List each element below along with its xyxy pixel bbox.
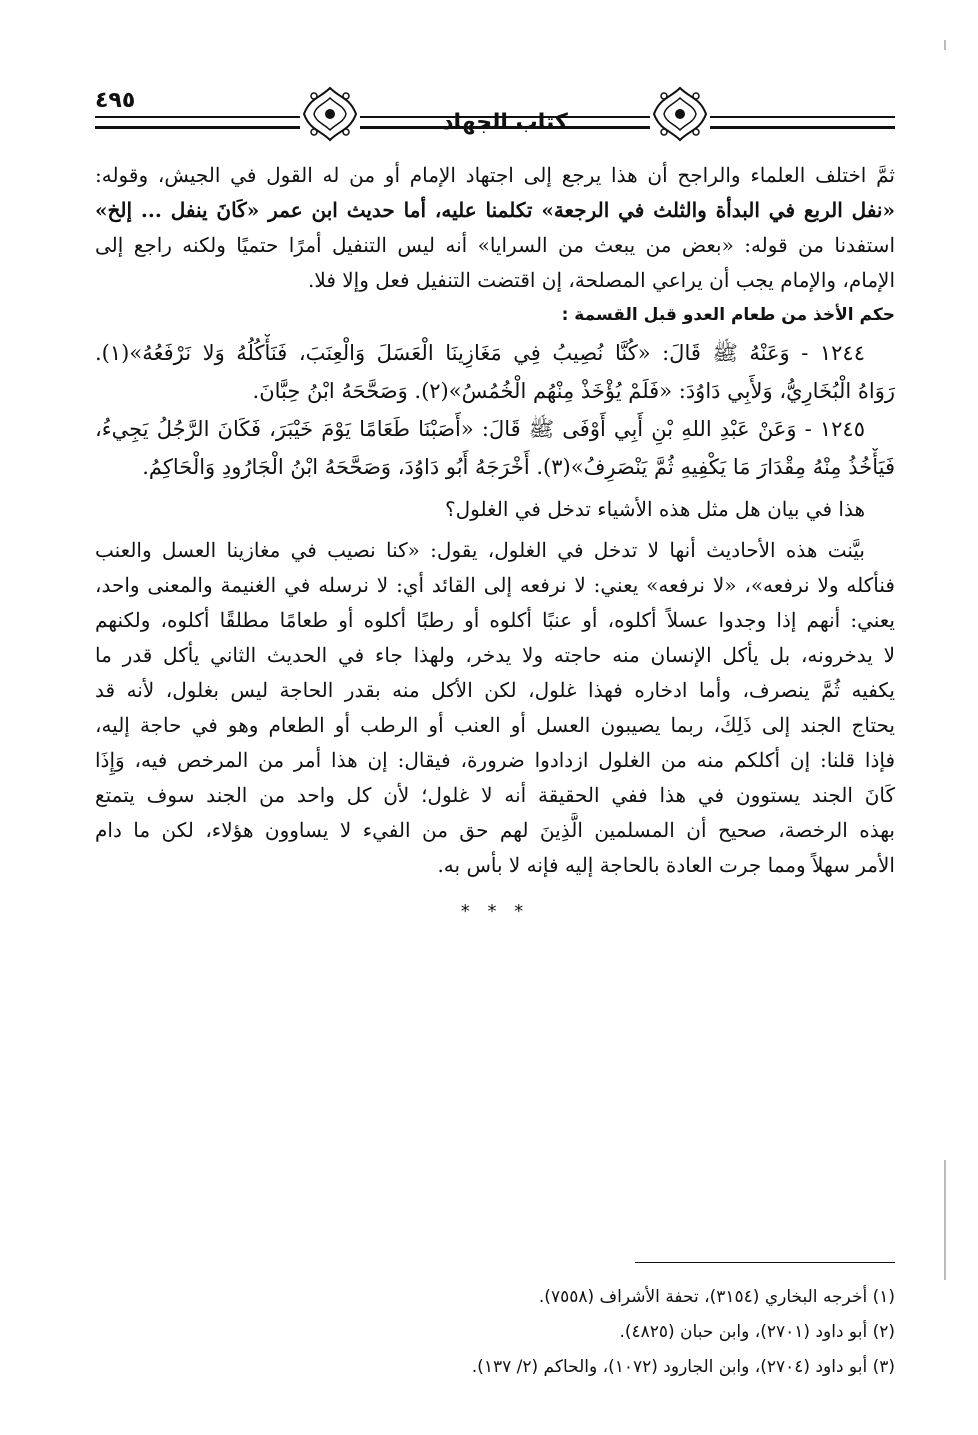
text-line: بيَّنت هذه الأحاديث أنها لا تدخل في الغلول، يقول: «كنا نصيب في مغازينا العسل والعنب (95, 538, 865, 562)
scan-mark (944, 40, 946, 50)
page-number: ٤٩٥ (95, 88, 136, 113)
text-line: بهذه الرخصة، صحيح أن المسلمين الَّذِينَ لهم حق من الفيء لا يساوون هؤلاء، لكن ما دام (95, 818, 895, 842)
footnotes (95, 1280, 895, 1385)
hadith-1245 (95, 410, 895, 486)
hadith-line: ١٢٤٥ - وَعَنْ عَبْدِ اللهِ بْنِ أَبِي أَوْفَى ﷺ قَالَ: «أَصَبْنَا طَعَامًا يَوْمَ خَيْبَرَ، فَكَانَ الرَّجُلُ يَجِيءُ، (95, 417, 865, 441)
paragraph-intro (95, 158, 895, 298)
paragraph-explanation (95, 533, 895, 883)
chapter-title: كتاب الجهاد (442, 110, 568, 135)
section-separator: * * * (460, 901, 530, 922)
hadith-line: رَوَاهُ الْبُخَارِيُّ، وَلأَبِي دَاوُدَ: «فَلَمْ يُؤْخَذْ مِنْهُم الْخُمُسُ»(٢). وَصَحَّحَهُ ابْنُ حِبَّانَ. (252, 379, 895, 403)
text-line: الإمام، والإمام يجب أن يراعي المصلحة، إن اقتضت التنفيل فعل وإلا فلا. (308, 268, 895, 292)
text-line: ثمَّ اختلف العلماء والراجح أن هذا يرجع إلى اجتهاد الإمام أو من له القول في الجيش، وقوله: (95, 163, 895, 187)
text-line: فإذا قلنا: إن أكلكم منه من الغلول ازدادوا ضرورة، فيقال: إن هذا أمر من المرخص فيه، وَإِذَا (95, 748, 895, 772)
scan-mark (944, 1160, 946, 1280)
footnote-1: (١) أخرجه البخاري (٣١٥٤)، تحفة الأشراف (٧٥٥٨). (538, 1287, 895, 1307)
text-line: استفدنا من قوله: «بعض من يبعث من السرايا» أنه ليس التنفيل أمرًا حتميًا ولكنه راجع إلى (95, 233, 895, 257)
page-header (95, 80, 895, 150)
footnote-2: (٢) أبو داود (٢٧٠١)، وابن حبان (٤٨٢٥). (619, 1322, 895, 1342)
footnote-rule (635, 1262, 895, 1263)
hadith-1244 (95, 334, 895, 410)
ornament-icon (650, 84, 710, 144)
text-line: يحتاج الجند إلى ذَلِكَ، ربما يصيبون العسل أو العنب أو الرطب أو الطعام وهو في حاجة إليه، (95, 713, 895, 737)
text-line: فنأكله ولا نرفعه»، «لا نرفعه» يعني: لا نرفعه إلى القائد أي: لا نرسله في الغنيمة والمعنى واحد، (95, 573, 895, 597)
text-line: «نفل الربع في البدأة والثلث في الرجعة» تكلمنا عليه، أما حديث ابن عمر «كَانَ ينفل ... إلخ» (95, 198, 895, 222)
section-heading: حكم الأخذ من طعام العدو قبل القسمة : (561, 305, 895, 325)
text-line: يعني: أنهم إذا وجدوا عسلاً أكلوه، أو عنبًا أكلوه أو رطبًا أكلوه أو طعامًا مطلقًا أكلوه، ولكنهم (95, 608, 895, 632)
text-line: كَانَ الجند يستوون في هذا ففي الحقيقة أنه لا غلول؛ لأن كل واحد من الجند سوف يتمتع (95, 783, 895, 807)
ornament-icon (300, 84, 360, 144)
text-line: لا يدخرونه، بل يأكل الإنسان منه حاجته ولا يدخر، ولهذا جاء في الحديث الثاني يأكل قدر ما (95, 643, 895, 667)
hadith-line: فَيَأْخُذُ مِنْهُ مِقْدَارَ مَا يَكْفِيهِ ثُمَّ يَنْصَرِفُ»(٣). أَخْرَجَهُ أَبُو دَاوُدَ، وَصَحَّحَهُ ابْنُ الْجَارُودِ وَالْحَاكِمُ. (142, 455, 895, 479)
page-body (95, 158, 895, 931)
question-line: هذا في بيان هل مثل هذه الأشياء تدخل في الغلول؟ (445, 497, 865, 521)
text-line: يكفيه ثُمَّ ينصرف، وأما ادخاره فهذا غلول، لكن الأكل منه بقدر الحاجة ليس بغلول، لأنه قد (95, 678, 895, 702)
text-line: الأمر سهلاً ومما جرت العادة بالحاجة إليه فإنه لا بأس به. (437, 853, 895, 877)
footnote-3: (٣) أبو داود (٢٧٠٤)، وابن الجارود (١٠٧٢)، والحاكم (٢/ ١٣٧). (471, 1357, 895, 1377)
hadith-line: ١٢٤٤ - وَعَنْهُ ﷺ قَالَ: «كُنَّا نُصِيبُ فِي مَغَازِينَا الْعَسَلَ وَالْعِنَبَ، فَنَأْكُلُهُ وَلا نَرْفَعُهُ»(١). (95, 341, 865, 365)
